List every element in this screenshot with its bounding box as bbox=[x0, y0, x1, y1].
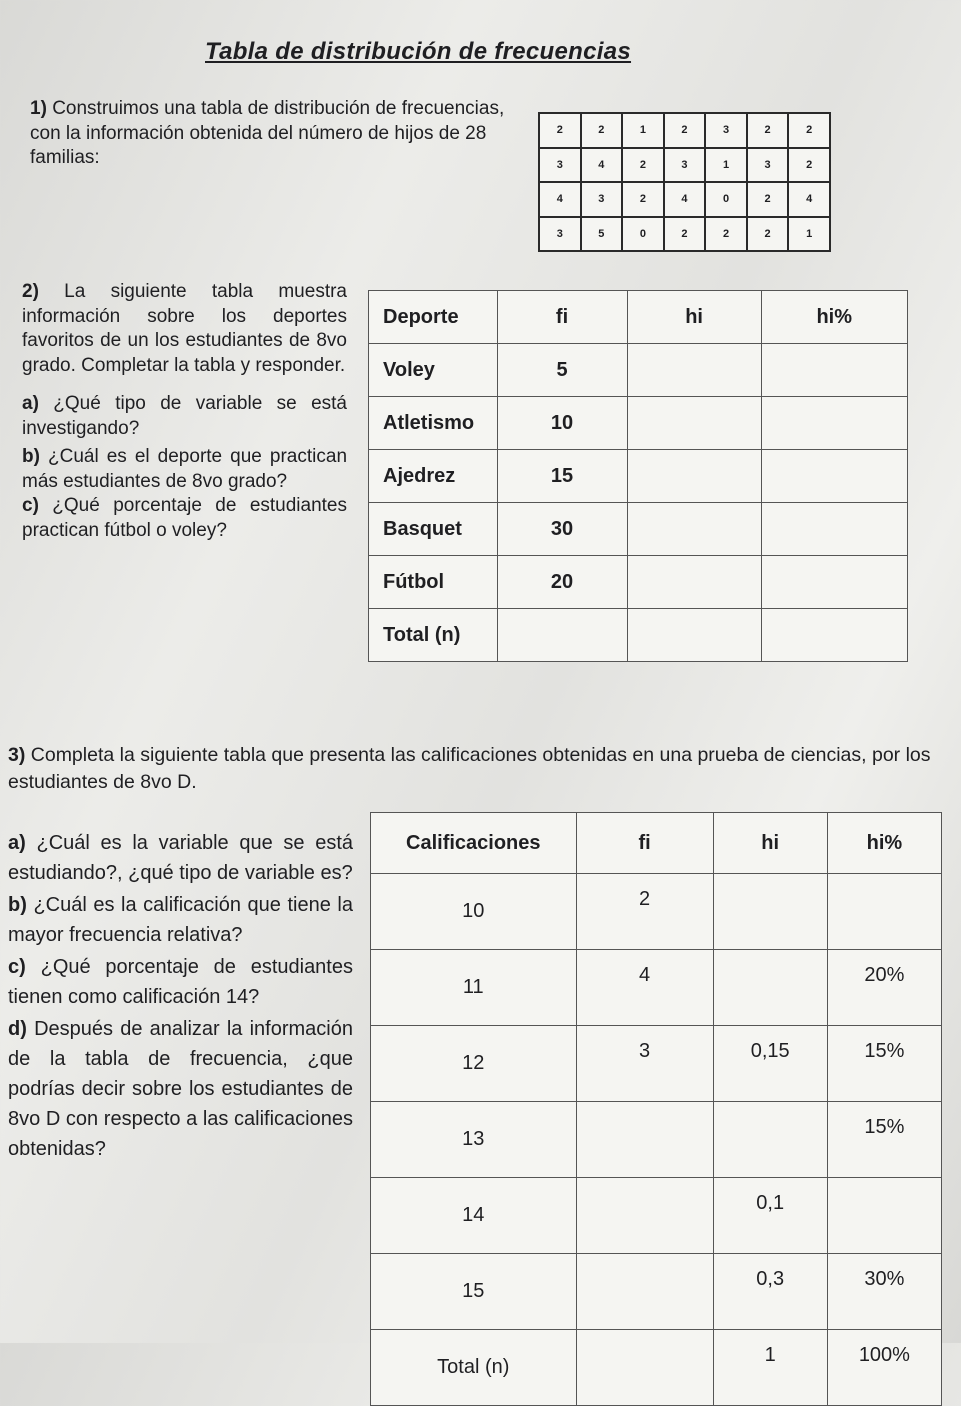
children-data-table bbox=[538, 112, 831, 252]
data-cell: 2 bbox=[664, 217, 706, 252]
data-cell: 2 bbox=[747, 182, 789, 217]
fi-cell: 4 bbox=[576, 950, 713, 1026]
calificacion-cell: 15 bbox=[371, 1254, 577, 1330]
hi-percent-cell bbox=[762, 397, 908, 450]
hi-percent-cell: 15% bbox=[827, 1102, 941, 1178]
data-cell: 2 bbox=[622, 148, 664, 183]
hi-cell: 0,15 bbox=[713, 1026, 827, 1102]
calificacion-cell: 14 bbox=[371, 1178, 577, 1254]
data-row bbox=[539, 113, 830, 148]
question-1-text: Construimos una tabla de distribución de frecuencias, con la información obtenida del número de hijos de 28 familias: bbox=[30, 98, 505, 168]
hi-percent-cell: 30% bbox=[827, 1254, 941, 1330]
question-2-text: La siguiente tabla muestra información sobre los deportes favoritos de un los estudiantes de 8vo grado. Completar la tabla y responder. bbox=[22, 281, 347, 376]
data-cell: 4 bbox=[581, 148, 623, 183]
header-calificaciones: Calificaciones bbox=[371, 813, 577, 874]
grades-frequency-table bbox=[370, 812, 942, 1406]
calificacion-cell: 12 bbox=[371, 1026, 577, 1102]
fi-cell: 5 bbox=[498, 344, 627, 397]
deporte-cell: Fútbol bbox=[369, 556, 498, 609]
header-fi: fi bbox=[576, 813, 713, 874]
question-2a-label: a) bbox=[22, 393, 39, 414]
fi-cell: 2 bbox=[576, 874, 713, 950]
question-3a bbox=[8, 828, 353, 888]
data-cell: 1 bbox=[622, 113, 664, 148]
data-cell: 3 bbox=[581, 182, 623, 217]
question-3-text: Completa la siguiente tabla que presenta las calificaciones obtenidas en una prueba de ciencias, por los estudiantes de 8vo D. bbox=[8, 744, 931, 793]
data-cell: 0 bbox=[622, 217, 664, 252]
table-row bbox=[371, 950, 942, 1026]
data-cell: 2 bbox=[664, 113, 706, 148]
deporte-cell: Total (n) bbox=[369, 609, 498, 662]
fi-cell: 3 bbox=[576, 1026, 713, 1102]
table-row bbox=[369, 397, 908, 450]
fi-cell bbox=[576, 1254, 713, 1330]
question-1-number: 1) bbox=[30, 98, 47, 119]
header-hi: hi bbox=[713, 813, 827, 874]
question-3d bbox=[8, 1014, 353, 1164]
data-cell: 5 bbox=[581, 217, 623, 252]
question-2c-text: ¿Qué porcentaje de estudiantes practican fútbol o voley? bbox=[22, 495, 347, 541]
question-3b-label: b) bbox=[8, 894, 27, 916]
table-row bbox=[371, 1254, 942, 1330]
sports-frequency-table bbox=[368, 290, 908, 662]
hi-percent-cell bbox=[762, 503, 908, 556]
data-cell: 3 bbox=[705, 113, 747, 148]
hi-percent-cell bbox=[762, 556, 908, 609]
question-2c-label: c) bbox=[22, 495, 39, 516]
fi-cell: 20 bbox=[498, 556, 627, 609]
calificacion-cell: 10 bbox=[371, 874, 577, 950]
hi-percent-cell bbox=[762, 344, 908, 397]
question-3-number: 3) bbox=[8, 744, 26, 766]
hi-percent-cell bbox=[762, 609, 908, 662]
data-cell: 2 bbox=[539, 113, 581, 148]
table-row bbox=[371, 1330, 942, 1406]
question-3b bbox=[8, 890, 353, 950]
table-row bbox=[369, 450, 908, 503]
data-cell: 1 bbox=[788, 217, 830, 252]
data-cell: 2 bbox=[622, 182, 664, 217]
hi-percent-cell: 20% bbox=[827, 950, 941, 1026]
data-cell: 2 bbox=[788, 113, 830, 148]
data-cell: 4 bbox=[539, 182, 581, 217]
calificacion-cell: 13 bbox=[371, 1102, 577, 1178]
data-row bbox=[539, 182, 830, 217]
question-2c bbox=[22, 494, 347, 543]
calificacion-cell: 11 bbox=[371, 950, 577, 1026]
question-3d-text: Después de analizar la información de la tabla de frecuencia, ¿que podrías decir sobre los estudiantes de 8vo D con respecto a las calificaciones obtenidas? bbox=[8, 1018, 353, 1160]
question-3-subquestions bbox=[8, 828, 353, 1164]
question-2b-label: b) bbox=[22, 446, 40, 467]
data-cell: 1 bbox=[705, 148, 747, 183]
hi-percent-cell bbox=[827, 1178, 941, 1254]
hi-cell bbox=[627, 503, 762, 556]
question-3c bbox=[8, 952, 353, 1012]
hi-cell: 0,1 bbox=[713, 1178, 827, 1254]
fi-cell bbox=[576, 1330, 713, 1406]
table-row bbox=[371, 1178, 942, 1254]
question-3a-text: ¿Cuál es la variable que se está estudiando?, ¿qué tipo de variable es? bbox=[8, 832, 354, 884]
question-3 bbox=[8, 742, 948, 796]
question-2a-text: ¿Qué tipo de variable se está investigando? bbox=[22, 393, 348, 439]
data-cell: 4 bbox=[664, 182, 706, 217]
hi-cell bbox=[627, 556, 762, 609]
hi-cell: 0,3 bbox=[713, 1254, 827, 1330]
hi-cell bbox=[713, 950, 827, 1026]
header-fi: fi bbox=[498, 291, 627, 344]
table-row bbox=[369, 556, 908, 609]
question-3d-label: d) bbox=[8, 1018, 27, 1040]
hi-percent-cell: 15% bbox=[827, 1026, 941, 1102]
table-row bbox=[371, 1026, 942, 1102]
table-row bbox=[371, 1102, 942, 1178]
question-3c-label: c) bbox=[8, 956, 26, 978]
question-2 bbox=[22, 280, 347, 543]
fi-cell bbox=[576, 1102, 713, 1178]
deporte-cell: Voley bbox=[369, 344, 498, 397]
hi-cell bbox=[627, 450, 762, 503]
data-cell: 3 bbox=[664, 148, 706, 183]
data-cell: 2 bbox=[581, 113, 623, 148]
question-2-number: 2) bbox=[22, 281, 39, 302]
fi-cell: 30 bbox=[498, 503, 627, 556]
hi-cell bbox=[713, 1102, 827, 1178]
hi-percent-cell bbox=[762, 450, 908, 503]
hi-cell bbox=[627, 397, 762, 450]
calificacion-cell: Total (n) bbox=[371, 1330, 577, 1406]
question-3b-text: ¿Cuál es la calificación que tiene la mayor frecuencia relativa? bbox=[8, 894, 353, 946]
question-2b-text: ¿Cuál es el deporte que practican más estudiantes de 8vo grado? bbox=[22, 446, 348, 492]
fi-cell bbox=[576, 1178, 713, 1254]
data-cell: 2 bbox=[747, 113, 789, 148]
hi-percent-cell bbox=[827, 874, 941, 950]
table-row bbox=[369, 609, 908, 662]
hi-cell bbox=[627, 609, 762, 662]
deporte-cell: Ajedrez bbox=[369, 450, 498, 503]
deporte-cell: Atletismo bbox=[369, 397, 498, 450]
header-hi-percent: hi% bbox=[762, 291, 908, 344]
question-2a bbox=[22, 392, 347, 441]
table-row bbox=[371, 874, 942, 950]
question-1 bbox=[30, 97, 530, 171]
question-2b bbox=[22, 445, 347, 494]
data-cell: 3 bbox=[539, 217, 581, 252]
hi-cell: 1 bbox=[713, 1330, 827, 1406]
data-row bbox=[539, 148, 830, 183]
hi-percent-cell: 100% bbox=[827, 1330, 941, 1406]
fi-cell bbox=[498, 609, 627, 662]
data-row bbox=[539, 217, 830, 252]
data-cell: 0 bbox=[705, 182, 747, 217]
data-cell: 3 bbox=[539, 148, 581, 183]
data-cell: 2 bbox=[747, 217, 789, 252]
hi-cell bbox=[627, 344, 762, 397]
table-header-row bbox=[371, 813, 942, 874]
fi-cell: 15 bbox=[498, 450, 627, 503]
table-row bbox=[369, 503, 908, 556]
page-title: Tabla de distribución de frecuencias bbox=[205, 38, 632, 65]
data-cell: 3 bbox=[747, 148, 789, 183]
deporte-cell: Basquet bbox=[369, 503, 498, 556]
header-hi: hi bbox=[627, 291, 762, 344]
fi-cell: 10 bbox=[498, 397, 627, 450]
header-deporte: Deporte bbox=[369, 291, 498, 344]
question-3a-label: a) bbox=[8, 832, 26, 854]
data-cell: 2 bbox=[705, 217, 747, 252]
data-cell: 4 bbox=[788, 182, 830, 217]
data-cell: 2 bbox=[788, 148, 830, 183]
question-3c-text: ¿Qué porcentaje de estudiantes tienen como calificación 14? bbox=[8, 956, 353, 1008]
table-row bbox=[369, 344, 908, 397]
hi-cell bbox=[713, 874, 827, 950]
table-header-row bbox=[369, 291, 908, 344]
header-hi-percent: hi% bbox=[827, 813, 941, 874]
